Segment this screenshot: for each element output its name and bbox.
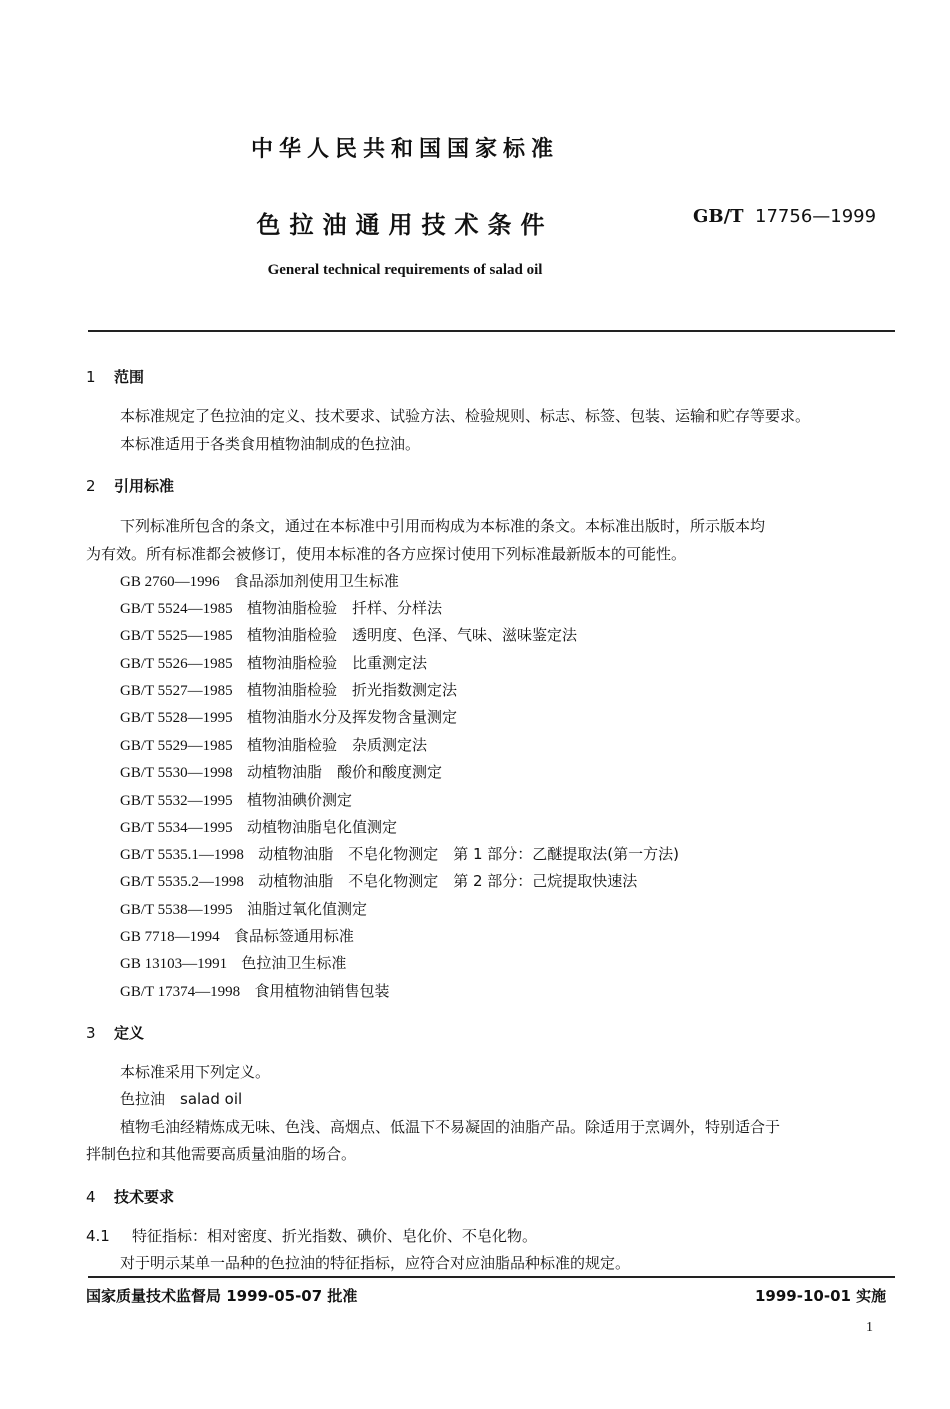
reference-title: 植物油脂检验 透明度、色泽、气味、滋味鉴定法 (246, 626, 577, 644)
reference-item (120, 870, 637, 891)
definition-text: 拌制色拉和其他需要高质量油脂的场合。 (86, 1145, 357, 1163)
reference-item (120, 570, 399, 591)
reference-code: GB/T 5534—1995 (120, 820, 233, 836)
reference-item (120, 679, 457, 700)
approval-date: 国家质量技术监督局 1999-05-07 批准 (86, 1287, 358, 1305)
reference-code: GB/T 5525—1985 (120, 628, 233, 644)
reference-item (120, 624, 577, 645)
page-number: 1 (866, 1320, 873, 1335)
reference-code: GB 13103—1991 (120, 956, 228, 972)
reference-code: GB/T 5529—1985 (120, 738, 233, 754)
reference-item (120, 980, 389, 1001)
footer-divider (88, 1276, 895, 1278)
standard-code-number: 17756—1999 (755, 206, 877, 227)
reference-title: 动植物油脂皂化值测定 (246, 818, 397, 836)
reference-item (120, 761, 442, 782)
reference-title: 植物油脂检验 扦样、分样法 (246, 599, 442, 617)
section-1-heading (86, 366, 144, 387)
section-2-intro: 为有效。所有标准都会被修订，使用本标准的各方应探讨使用下列标准最新版本的可能性。 (86, 545, 687, 563)
reference-code: GB/T 5526—1985 (120, 656, 233, 672)
section-1-title: 范围 (114, 368, 145, 386)
section-1-paragraph: 本标准规定了色拉油的定义、技术要求、试验方法、检验规则、标志、标签、包装、运输和贮存等要求。 (120, 407, 811, 425)
section-2-title: 引用标准 (114, 477, 175, 495)
reference-item (120, 734, 427, 755)
section-2-number: 2 (86, 477, 96, 495)
reference-title: 植物油碘价测定 (246, 791, 352, 809)
reference-code: GB 7718—1994 (120, 929, 220, 945)
section-1-paragraph: 本标准适用于各类食用植物油制成的色拉油。 (120, 435, 421, 453)
section-4-title: 技术要求 (114, 1188, 175, 1206)
section-2-intro: 下列标准所包含的条文，通过在本标准中引用而构成为本标准的条文。本标准出版时，所示版本均 (120, 517, 766, 535)
reference-code: GB/T 17374—1998 (120, 984, 241, 1000)
reference-code: GB 2760—1996 (120, 574, 220, 590)
definition-text: 植物毛油经精炼成无味、色浅、高烟点、低温下不易凝固的油脂产品。除适用于烹调外，特别适合于 (120, 1118, 781, 1136)
reference-code: GB/T 5538—1995 (120, 902, 233, 918)
reference-code: GB/T 5532—1995 (120, 793, 233, 809)
section-3-number: 3 (86, 1024, 96, 1042)
reference-title: 食品标签通用标准 (233, 927, 354, 945)
reference-item (120, 816, 397, 837)
section-1-number: 1 (86, 368, 96, 386)
reference-title: 植物油脂检验 比重测定法 (246, 654, 427, 672)
reference-code: GB/T 5535.2—1998 (120, 874, 244, 890)
definition-term: 色拉油 salad oil (120, 1090, 243, 1108)
subsection-4-1 (86, 1225, 537, 1246)
reference-title: 食品添加剂使用卫生标准 (233, 572, 399, 590)
reference-code: GB/T 5535.1—1998 (120, 847, 244, 863)
reference-item (120, 706, 457, 727)
reference-item (120, 898, 367, 919)
organization-title: 中华人民共和国国家标准 (250, 137, 559, 162)
implementation-date: 1999-10-01 实施 (755, 1287, 887, 1305)
section-4-heading (86, 1186, 174, 1207)
reference-title: 动植物油脂 不皂化物测定 第 2 部分：己烷提取快速法 (258, 872, 638, 890)
reference-title: 色拉油卫生标准 (241, 954, 347, 972)
section-3-title: 定义 (114, 1024, 145, 1042)
reference-title: 动植物油脂 不皂化物测定 第 1 部分：乙醚提取法(第一方法) (258, 845, 680, 863)
standard-code-prefix: GB/T (693, 206, 744, 227)
reference-code: GB/T 5528—1995 (120, 710, 233, 726)
section-3-heading (86, 1022, 144, 1043)
reference-title: 油脂过氧化值测定 (246, 900, 367, 918)
section-2-heading (86, 475, 174, 496)
subsection-text: 特征指标：相对密度、折光指数、碘价、皂化价、不皂化物。 (132, 1227, 538, 1245)
reference-title: 植物油脂检验 折光指数测定法 (246, 681, 457, 699)
reference-code: GB/T 5527—1985 (120, 683, 233, 699)
reference-title: 植物油脂检验 杂质测定法 (246, 736, 427, 754)
reference-title: 植物油脂水分及挥发物含量测定 (246, 708, 457, 726)
reference-item (120, 597, 442, 618)
standard-code (693, 206, 876, 227)
reference-code: GB/T 5530—1998 (120, 765, 233, 781)
standard-title-en: General technical requirements of salad oil (267, 262, 543, 278)
reference-item (120, 843, 679, 864)
subsection-number: 4.1 (86, 1227, 110, 1245)
standard-title-cn: 色拉油通用技术条件 (256, 211, 554, 239)
reference-code: GB/T 5524—1985 (120, 601, 233, 617)
reference-item (120, 925, 354, 946)
subsection-4-1-line2: 对于明示某单一品种的色拉油的特征指标，应符合对应油脂品种标准的规定。 (120, 1254, 631, 1272)
reference-item (120, 652, 427, 673)
reference-title: 动植物油脂 酸价和酸度测定 (246, 763, 442, 781)
reference-title: 食用植物油销售包装 (254, 982, 390, 1000)
section-3-paragraph: 本标准采用下列定义。 (120, 1063, 271, 1081)
reference-item (120, 789, 352, 810)
section-4-number: 4 (86, 1188, 96, 1206)
header-divider (88, 330, 895, 332)
reference-item (120, 952, 346, 973)
